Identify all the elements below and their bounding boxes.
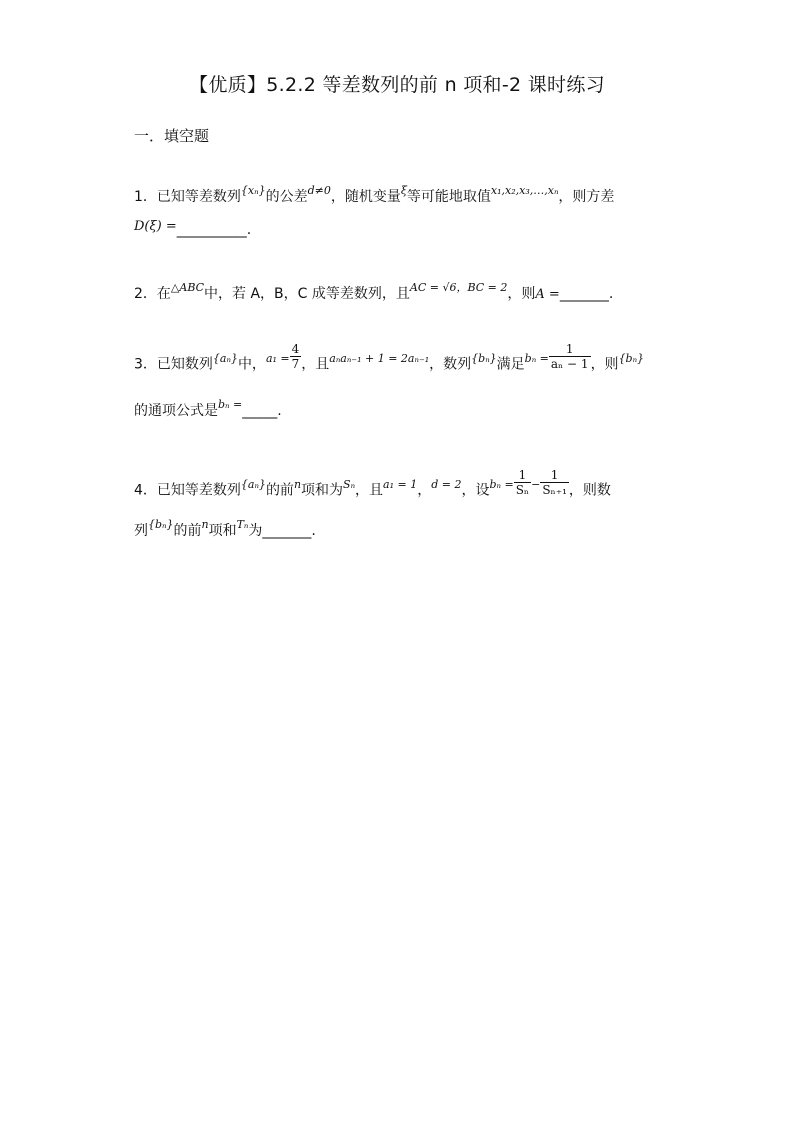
answer-blank: _______. <box>262 523 316 539</box>
question-4-line-1: 4．已知等差数列$^{\{a_n\}}$的前$^n$项和为$^{S_n}$，且$^{a_1 = 1}$，$^{d = 2}$，设$^{b_n =}$ $\frac{1}{\text{Sₙ}}$ − $\frac{1}{\text{Sₙ₊₁}}$ ，则数 <box>134 468 611 499</box>
question-2-line: 2．在$^{\triangle ABC}$中，若 A，B，C 成等差数列，且$^{AC = √6,BC = 2}$，则A =_______. <box>134 281 614 302</box>
fraction-sn: $\frac{1}{\text{Sₙ}}$ <box>515 468 530 497</box>
answer-blank: __________. <box>176 222 252 238</box>
page-title: 【优质】5.2.2 等差数列的前 n 项和-2 课时练习 <box>189 74 605 96</box>
fraction-a1: $\frac{4}{7}$ <box>291 342 300 371</box>
section-heading: 一．填空题 <box>134 127 210 145</box>
answer-blank: _______. <box>559 286 614 302</box>
question-3-line-2: 的通项公式是$^{b_n =}$_____. <box>134 398 282 419</box>
answer-blank: _____. <box>242 403 282 419</box>
fraction-bn: $\frac{1}{\text{aₙ − 1}}$ <box>550 342 589 371</box>
fraction-sn1: $\frac{1}{\text{Sₙ₊₁}}$ <box>542 468 567 497</box>
question-1-line-2: D(ξ) =__________. <box>134 219 252 238</box>
question-3-line-1: 3．已知数列$^{\{a_n\}}$中，$^{a_1 =}$ $\frac{4}{7}$ ，且$^{a_na_{n-1} + 1 = 2a_{n-1}}$，数列$^{\{b_n\}}$满足$^{b_n =}$ $\frac{1}{\text{aₙ − 1}}$ ，则$^{\{b_n\}}$ <box>134 342 645 373</box>
question-1-line-1: 1．已知等差数列$^{\{x_n\}}$的公差$^{d\ne 0}$，随机变量$^\xi$等可能地取值$^{x_1,x_2,x_3,\dots,x_n}$，则方差 <box>134 184 615 205</box>
question-4-line-2: 列$^{\{b_n\}}$的前$^n$项和$^{T_n}$为_______. <box>134 518 316 539</box>
